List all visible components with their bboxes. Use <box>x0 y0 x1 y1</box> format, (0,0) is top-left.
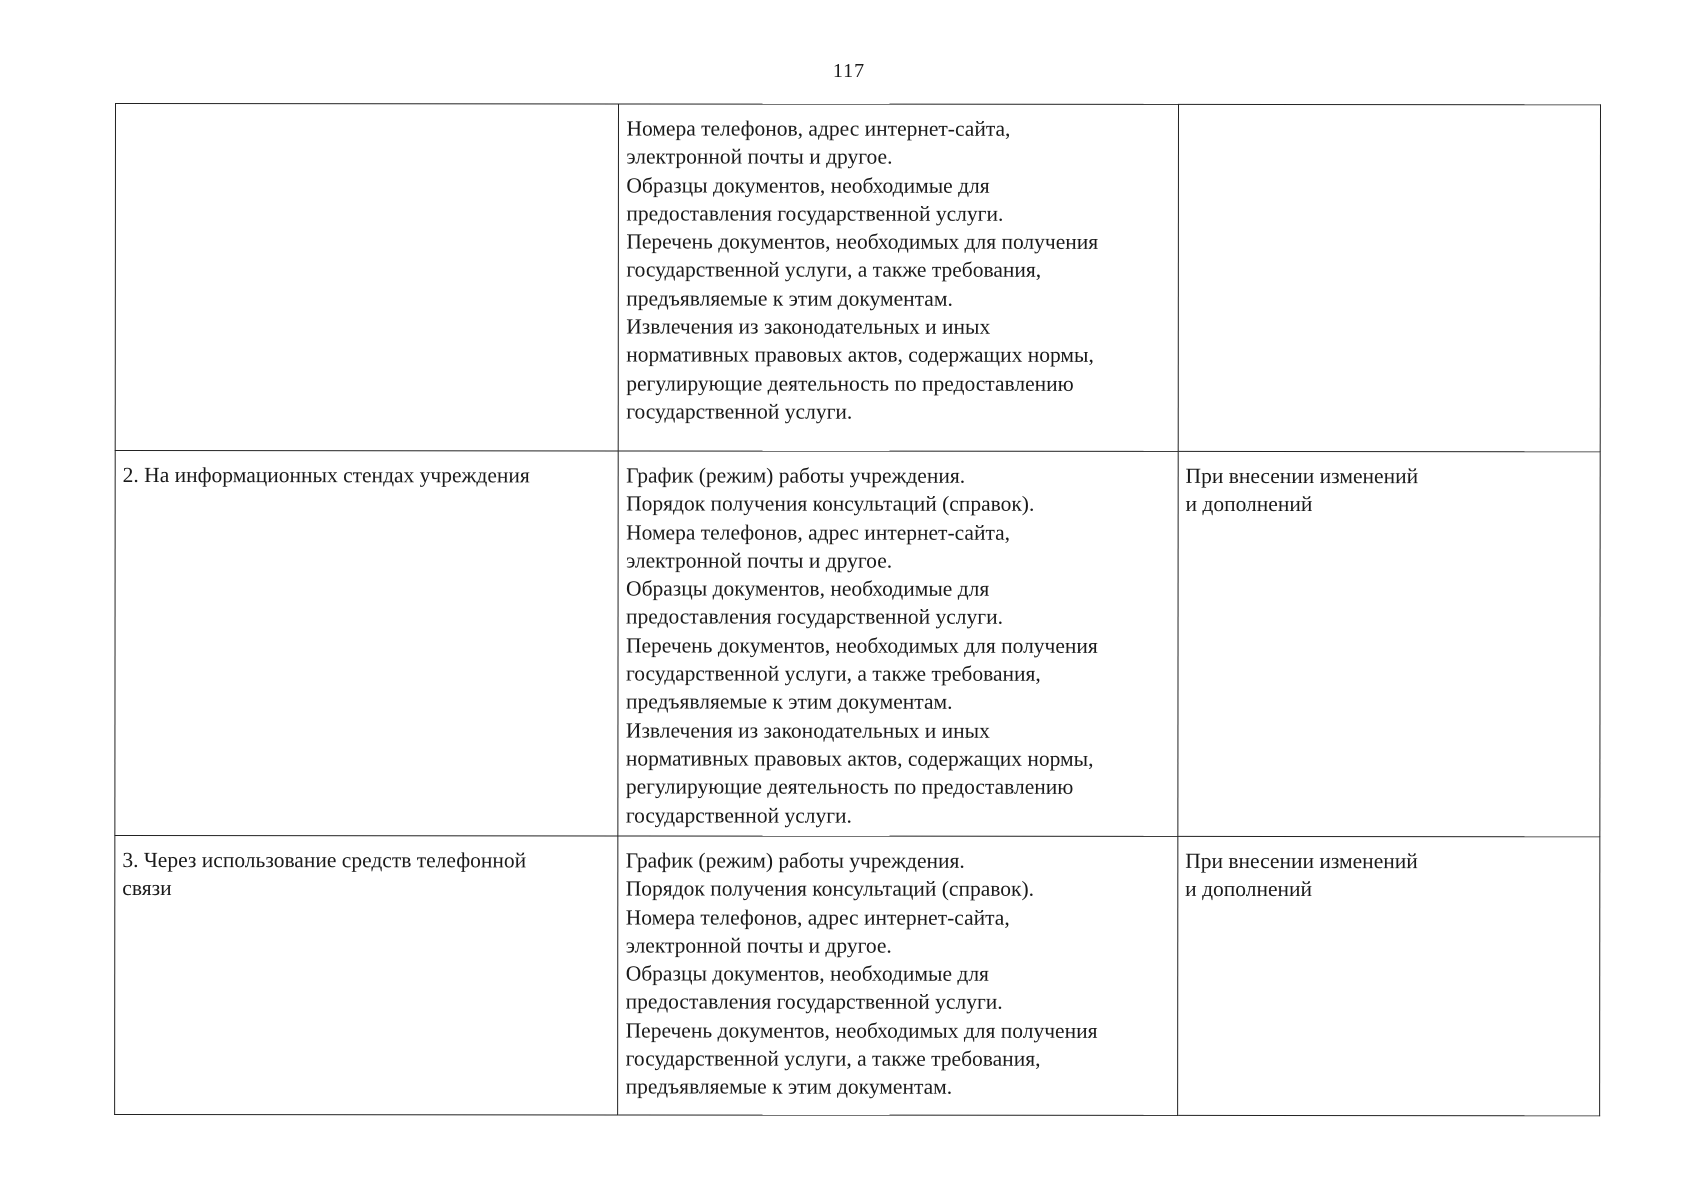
cell-text-line: Извлечения из законодательных и иных <box>626 314 991 339</box>
content-cell <box>618 451 1178 836</box>
content-cell <box>618 836 1178 1115</box>
cell-text-line: График (режим) работы учреждения. <box>626 463 966 488</box>
cell-text-line: электронной почты и другое. <box>625 933 892 958</box>
cell-text-line: государственной услуги. <box>625 803 852 828</box>
cell-text-line: регулирующие деятельность по предоставлению <box>625 774 1074 800</box>
cell-text-line: электронной почты и другое. <box>626 548 893 573</box>
page-number: 117 <box>832 60 866 82</box>
cell-text-line: государственной услуги, а также требования, <box>626 257 1042 283</box>
frequency-cell <box>1178 451 1600 836</box>
cell-text-line: государственной услуги, а также требования, <box>625 661 1041 686</box>
frequency-cell <box>1177 836 1599 1115</box>
cell-text-line: Перечень документов, необходимых для получения <box>626 229 1099 255</box>
cell-text-line: и дополнений <box>1185 877 1313 902</box>
cell-text-line: При внесении изменений <box>1185 848 1418 874</box>
table-body <box>115 104 1601 1116</box>
info-table <box>114 103 1601 1116</box>
method-cell <box>115 451 619 836</box>
content-cell <box>619 104 1179 451</box>
cell-text-line: Образцы документов, необходимые для <box>626 173 990 198</box>
frequency-cell <box>1178 104 1600 451</box>
cell-text-line: нормативных правовых актов, содержащих нормы, <box>626 342 1094 368</box>
cell-text-line: предъявляемые к этим документам. <box>625 689 953 715</box>
cell-text-line: электронной почты и другое. <box>626 144 893 169</box>
cell-text-line: Порядок получения консультаций (справок). <box>625 876 1035 902</box>
method-cell <box>115 836 619 1115</box>
cell-text-line: предъявляемые к этим документам. <box>626 286 953 311</box>
cell-text-line: 2. На информационных стендах учреждения <box>122 463 530 488</box>
cell-text-line: регулирующие деятельность по предоставлению <box>626 371 1074 396</box>
cell-text-line: 3. Через использование средств телефонной <box>122 848 527 873</box>
table-row <box>115 451 1600 837</box>
method-cell <box>115 104 619 451</box>
cell-text-line: нормативных правовых актов, содержащих нормы, <box>625 746 1094 771</box>
cell-text-line: Перечень документов, необходимых для получения <box>625 633 1098 658</box>
cell-text-line: Образцы документов, необходимые для <box>626 576 990 601</box>
cell-text-line: и дополнений <box>1185 492 1313 517</box>
cell-text-line: Порядок получения консультаций (справок). <box>626 491 1035 517</box>
cell-text-line: Образцы документов, необходимые для <box>625 961 989 986</box>
cell-text-line: государственной услуги. <box>626 399 853 424</box>
cell-text-line: предъявляемые к этим документам. <box>625 1074 953 1100</box>
cell-text-line: Перечень документов, необходимых для получения <box>625 1018 1098 1043</box>
cell-text-line: предоставления государственной услуги. <box>626 604 1004 630</box>
cell-text-line: При внесении изменений <box>1185 463 1419 489</box>
table-row <box>115 836 1600 1116</box>
cell-text-line: предоставления государственной услуги. <box>625 989 1003 1015</box>
cell-text-line: График (режим) работы учреждения. <box>625 848 965 873</box>
table-row <box>115 104 1600 452</box>
cell-text-line: связи <box>122 876 172 901</box>
cell-text-line: Извлечения из законодательных и иных <box>625 718 990 743</box>
cell-text-line: государственной услуги, а также требования, <box>625 1046 1041 1071</box>
cell-text-line: Номера телефонов, адрес интернет-сайта, <box>626 116 1011 141</box>
cell-text-line: Номера телефонов, адрес интернет-сайта, <box>625 905 1010 930</box>
cell-text-line: Номера телефонов, адрес интернет-сайта, <box>626 520 1011 545</box>
cell-text-line: предоставления государственной услуги. <box>626 201 1004 226</box>
